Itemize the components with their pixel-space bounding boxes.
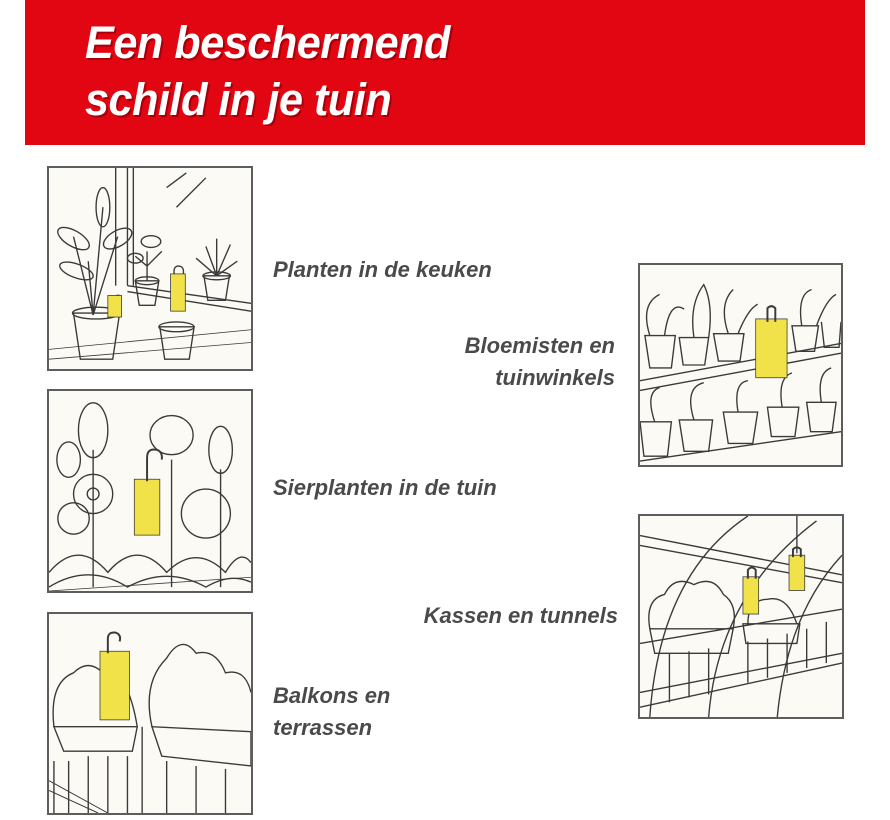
label-kitchen-plants — [273, 254, 492, 286]
label-line: Planten in de keuken — [273, 257, 492, 282]
label-line: Balkons en — [273, 683, 391, 708]
label-line: terrassen — [273, 715, 373, 740]
banner-title-line-1: Een beschermend — [85, 17, 450, 68]
label-florists-garden-centers — [465, 330, 615, 394]
label-line: Bloemisten en — [464, 333, 615, 358]
ornamental-garden-illustration-icon — [49, 391, 251, 591]
label-greenhouses-tunnels — [424, 600, 618, 632]
label-line: tuinwinkels — [495, 365, 615, 390]
illustration-greenhouse — [638, 514, 844, 719]
illustration-balcony — [47, 612, 253, 815]
label-ornamental-garden — [273, 472, 497, 504]
kitchen-plants-illustration-icon — [49, 168, 251, 369]
label-balconies-terraces — [273, 680, 390, 744]
banner-title — [85, 14, 450, 128]
header-banner — [25, 0, 865, 145]
illustration-ornamental-garden — [47, 389, 253, 593]
label-line: Sierplanten in de tuin — [273, 475, 497, 500]
garden-center-illustration-icon — [640, 265, 841, 465]
balcony-illustration-icon — [49, 614, 251, 813]
greenhouse-illustration-icon — [640, 516, 842, 717]
banner-title-line-2: schild in je tuin — [85, 74, 392, 125]
illustration-garden-center — [638, 263, 843, 467]
illustration-kitchen-plants — [47, 166, 253, 371]
label-line: Kassen en tunnels — [423, 603, 618, 628]
